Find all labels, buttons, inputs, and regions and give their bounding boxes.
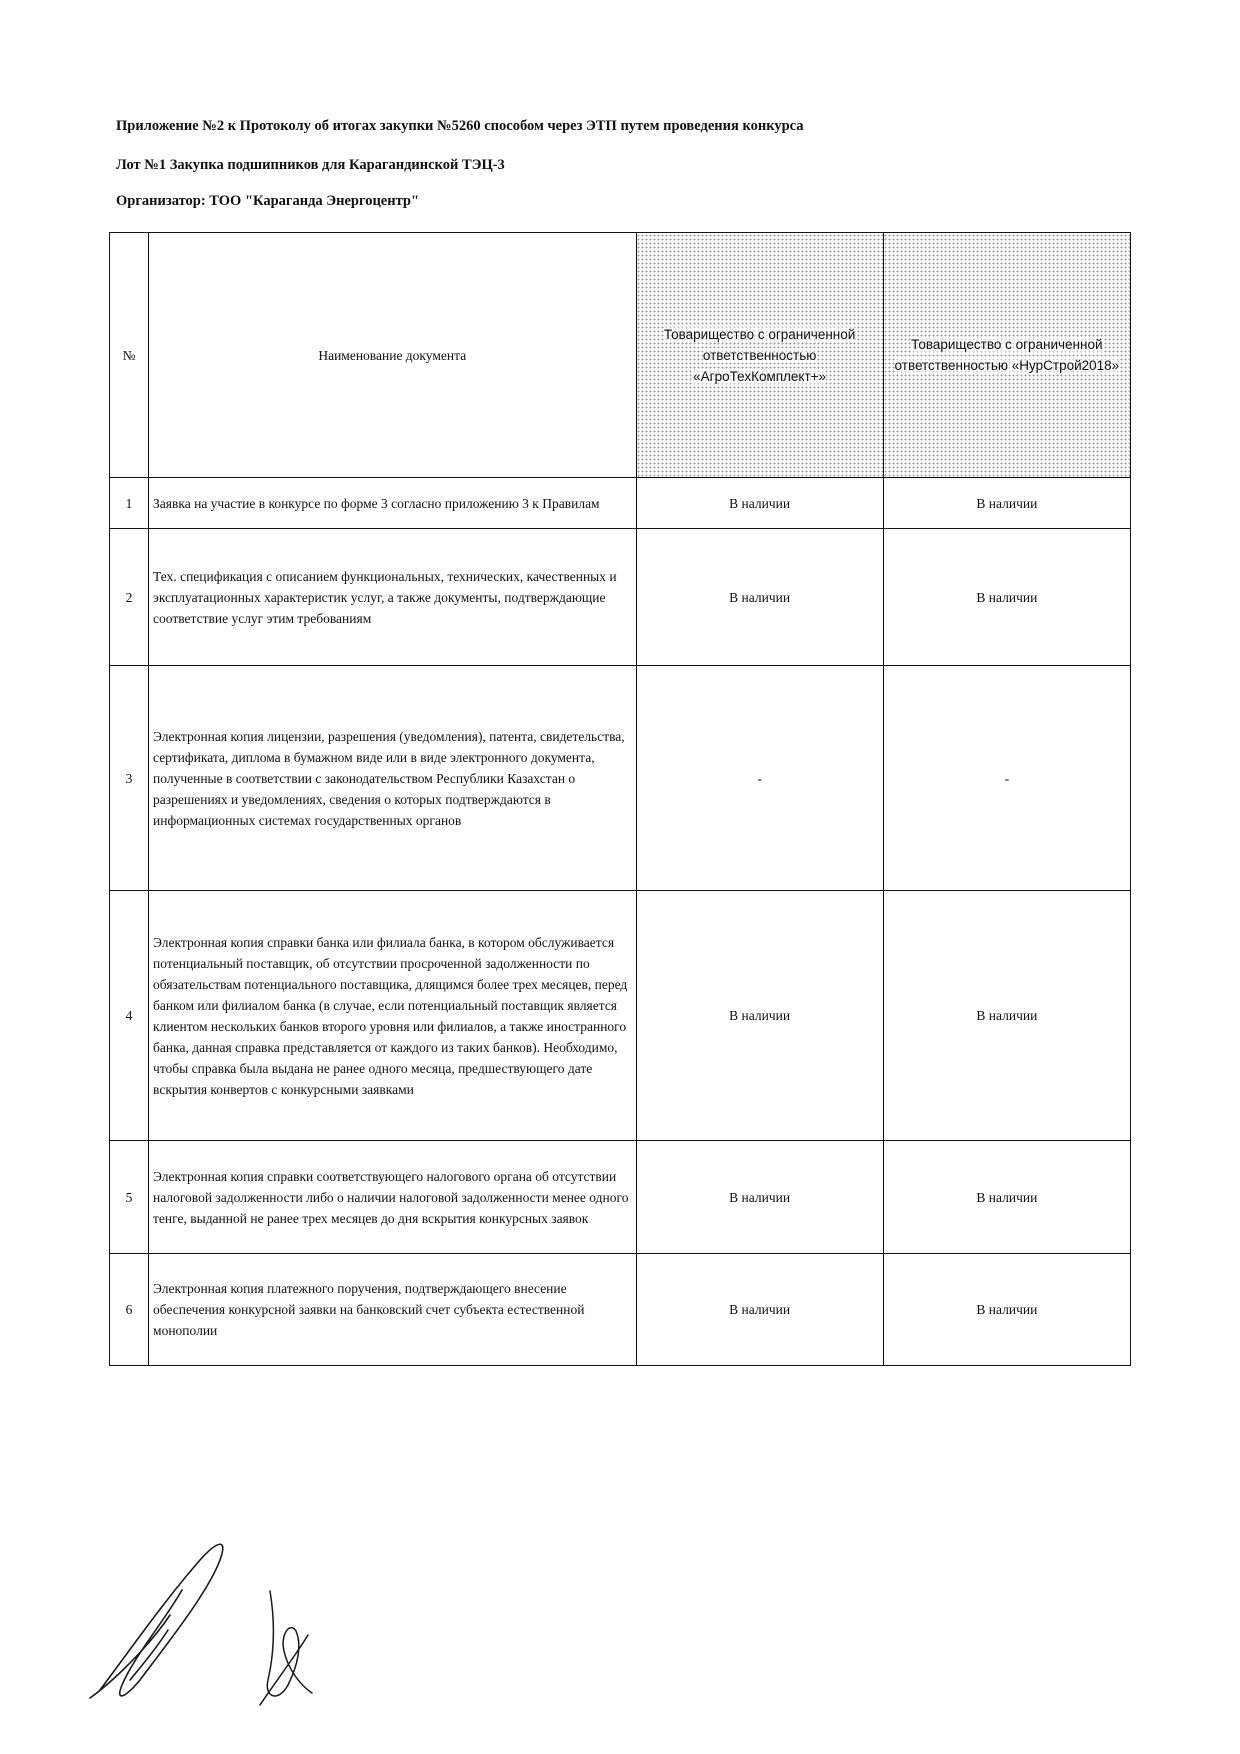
supplier-2-status: В наличии: [883, 529, 1130, 666]
supplier-1-status: В наличии: [636, 1141, 883, 1254]
table-row: [110, 529, 1131, 666]
table-row: [110, 478, 1131, 529]
document-name: Электронная копия платежного поручения, подтверждающего внесение обеспечения конкурсной заявки на банковский счет субъекта естественной монополии: [149, 1254, 636, 1366]
document-name: Электронная копия справки банка или филиала банка, в котором обслуживается потенциальный поставщик, об отсутствии просроченной задолженности по обязательствам потенциального поставщика, длящимся более трех месяцев, перед банком или филиалом банка (в случае, если потенциальный поставщик является клиентом нескольких банков второго уровня или филиалов, а также иностранного банка, данная справка представляется от каждого из таких банков). Необходимо, чтобы справка была выдана не ранее одного месяца, предшествующего дате вскрытия конвертов с конкурсными заявками: [149, 891, 636, 1141]
row-number: 4: [110, 891, 149, 1141]
document-name: Тех. спецификация с описанием функциональных, технических, качественных и эксплуатационных характеристик услуг, а также документы, подтверждающие соответствие услуг этим требованиям: [149, 529, 636, 666]
row-number: 3: [110, 666, 149, 891]
documents-table: [109, 232, 1131, 1366]
signature-1: [70, 1530, 240, 1710]
supplier-1-status: В наличии: [636, 529, 883, 666]
supplier-2-name: Товарищество с ограниченной ответственностью «НурСтрой2018»: [894, 337, 1120, 373]
document-name: Заявка на участие в конкурсе по форме 3 согласно приложению 3 к Правилам: [149, 478, 636, 529]
supplier-1-status: В наличии: [636, 1254, 883, 1366]
lot-title: Лот №1 Закупка подшипников для Карагандинской ТЭЦ-3: [116, 157, 505, 173]
table-row: [110, 1254, 1131, 1366]
supplier-2-status: В наличии: [883, 1254, 1130, 1366]
supplier-1-status: -: [636, 666, 883, 891]
column-header-num: №: [110, 233, 149, 478]
table-header-row: [110, 233, 1131, 478]
supplier-1-status: В наличии: [636, 891, 883, 1141]
row-number: 5: [110, 1141, 149, 1254]
organizer-line: Организатор: ТОО "Караганда Энергоцентр": [116, 193, 420, 209]
column-header-supplier-2: [883, 233, 1130, 478]
signature-2: [250, 1585, 340, 1715]
row-number: 1: [110, 478, 149, 529]
supplier-2-status: В наличии: [883, 1141, 1130, 1254]
table-row: [110, 1141, 1131, 1254]
document-name: Электронная копия лицензии, разрешения (уведомления), патента, свидетельства, сертификата, диплома в бумажном виде или в виде электронного документа, полученные в соответствии с законодательством Республики Казахстан о разрешениях и уведомлениях, сведения о которых подтверждаются в информационных системах государственных органов: [149, 666, 636, 891]
column-header-supplier-1: [636, 233, 883, 478]
supplier-2-status: В наличии: [883, 891, 1130, 1141]
document-name: Электронная копия справки соответствующего налогового органа об отсутствии налоговой задолженности либо о наличии налоговой задолженности менее одного тенге, выданной не ранее трех месяцев до дня вскрытия конкурсных заявок: [149, 1141, 636, 1254]
supplier-1-name: Товарищество с ограниченной ответственностью «АгроТехКомплект+»: [663, 326, 856, 384]
column-header-document: Наименование документа: [149, 233, 636, 478]
table-row: [110, 666, 1131, 891]
table-row: [110, 891, 1131, 1141]
row-number: 2: [110, 529, 149, 666]
supplier-1-status: В наличии: [636, 478, 883, 529]
supplier-2-status: В наличии: [883, 478, 1130, 529]
supplier-2-status: -: [883, 666, 1130, 891]
row-number: 6: [110, 1254, 149, 1366]
appendix-title: Приложение №2 к Протоколу об итогах закупки №5260 способом через ЭТП путем проведения конкурса: [116, 118, 804, 134]
